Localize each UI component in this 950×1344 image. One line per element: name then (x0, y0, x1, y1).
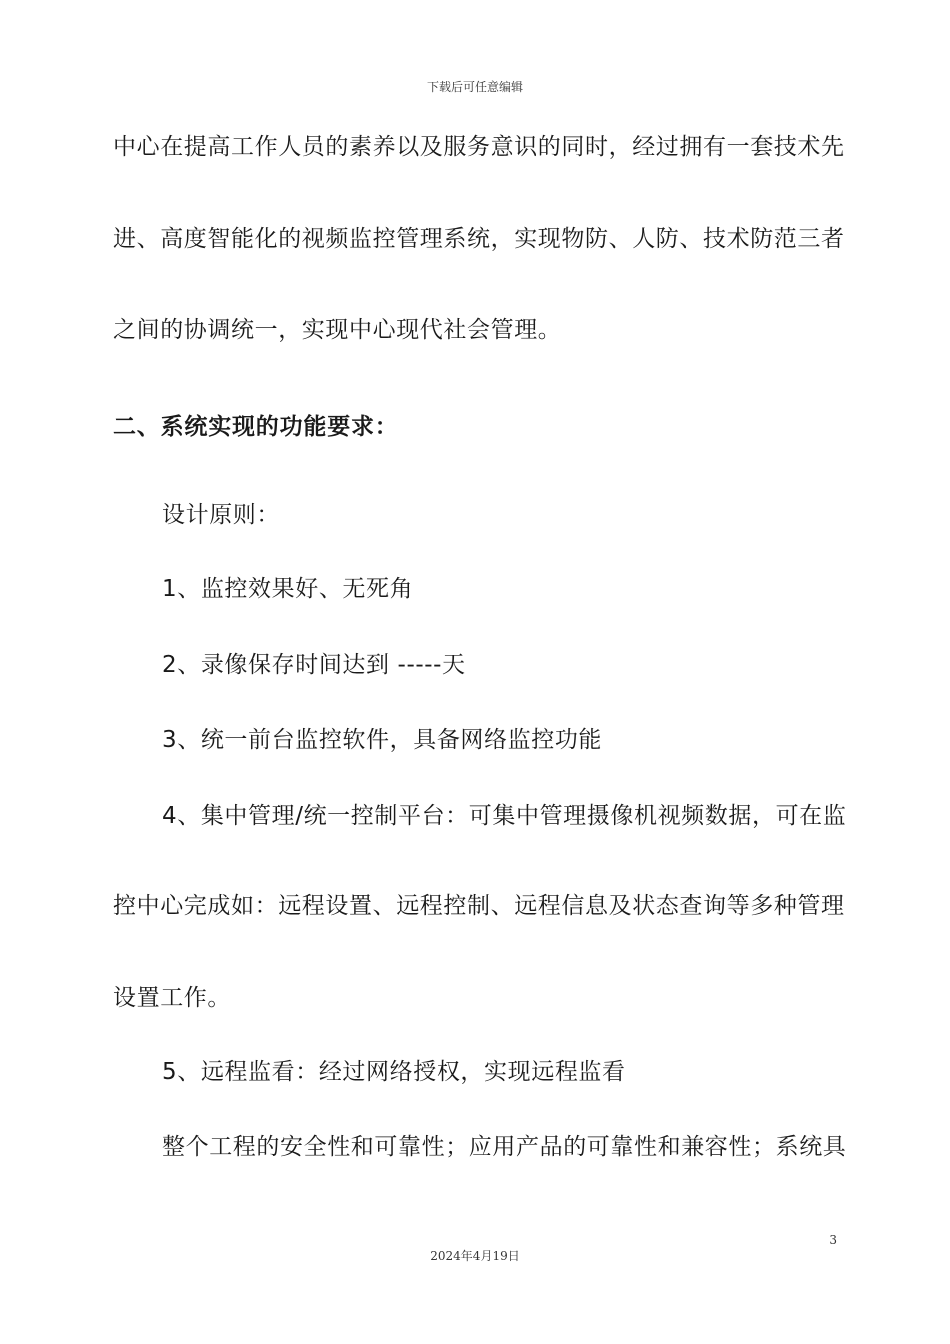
paragraph-line: 控中心完成如：远程设置、远程控制、远程信息及状态查询等多种管理 (113, 893, 845, 919)
design-principles-label: 设计原则： (162, 502, 280, 528)
list-item: 1、监控效果好、无死角 (162, 576, 414, 602)
footer-date: 2024年4月19日 (430, 1249, 520, 1263)
paragraph-line: 设置工作。 (113, 985, 231, 1011)
list-item: 2、录像保存时间达到 -----天 (162, 652, 466, 678)
list-item: 4、集中管理/统一控制平台：可集中管理摄像机视频数据，可在监 (162, 803, 847, 829)
page-number: 3 (829, 1233, 837, 1247)
list-item: 3、统一前台监控软件，具备网络监控功能 (162, 727, 603, 753)
paragraph-line: 整个工程的安全性和可靠性；应用产品的可靠性和兼容性；系统具 (162, 1134, 847, 1160)
header-note: 下载后可任意编辑 (426, 80, 523, 94)
paragraph-line: 之间的协调统一，实现中心现代社会管理。 (113, 317, 562, 343)
section-heading: 二、系统实现的功能要求： (113, 414, 399, 440)
paragraph-line: 进、高度智能化的视频监控管理系统，实现物防、人防、技术防范三者 (113, 226, 845, 252)
paragraph-line: 中心在提高工作人员的素养以及服务意识的同时，经过拥有一套技术先 (113, 134, 845, 160)
list-item: 5、远程监看：经过网络授权，实现远程监看 (162, 1059, 626, 1085)
